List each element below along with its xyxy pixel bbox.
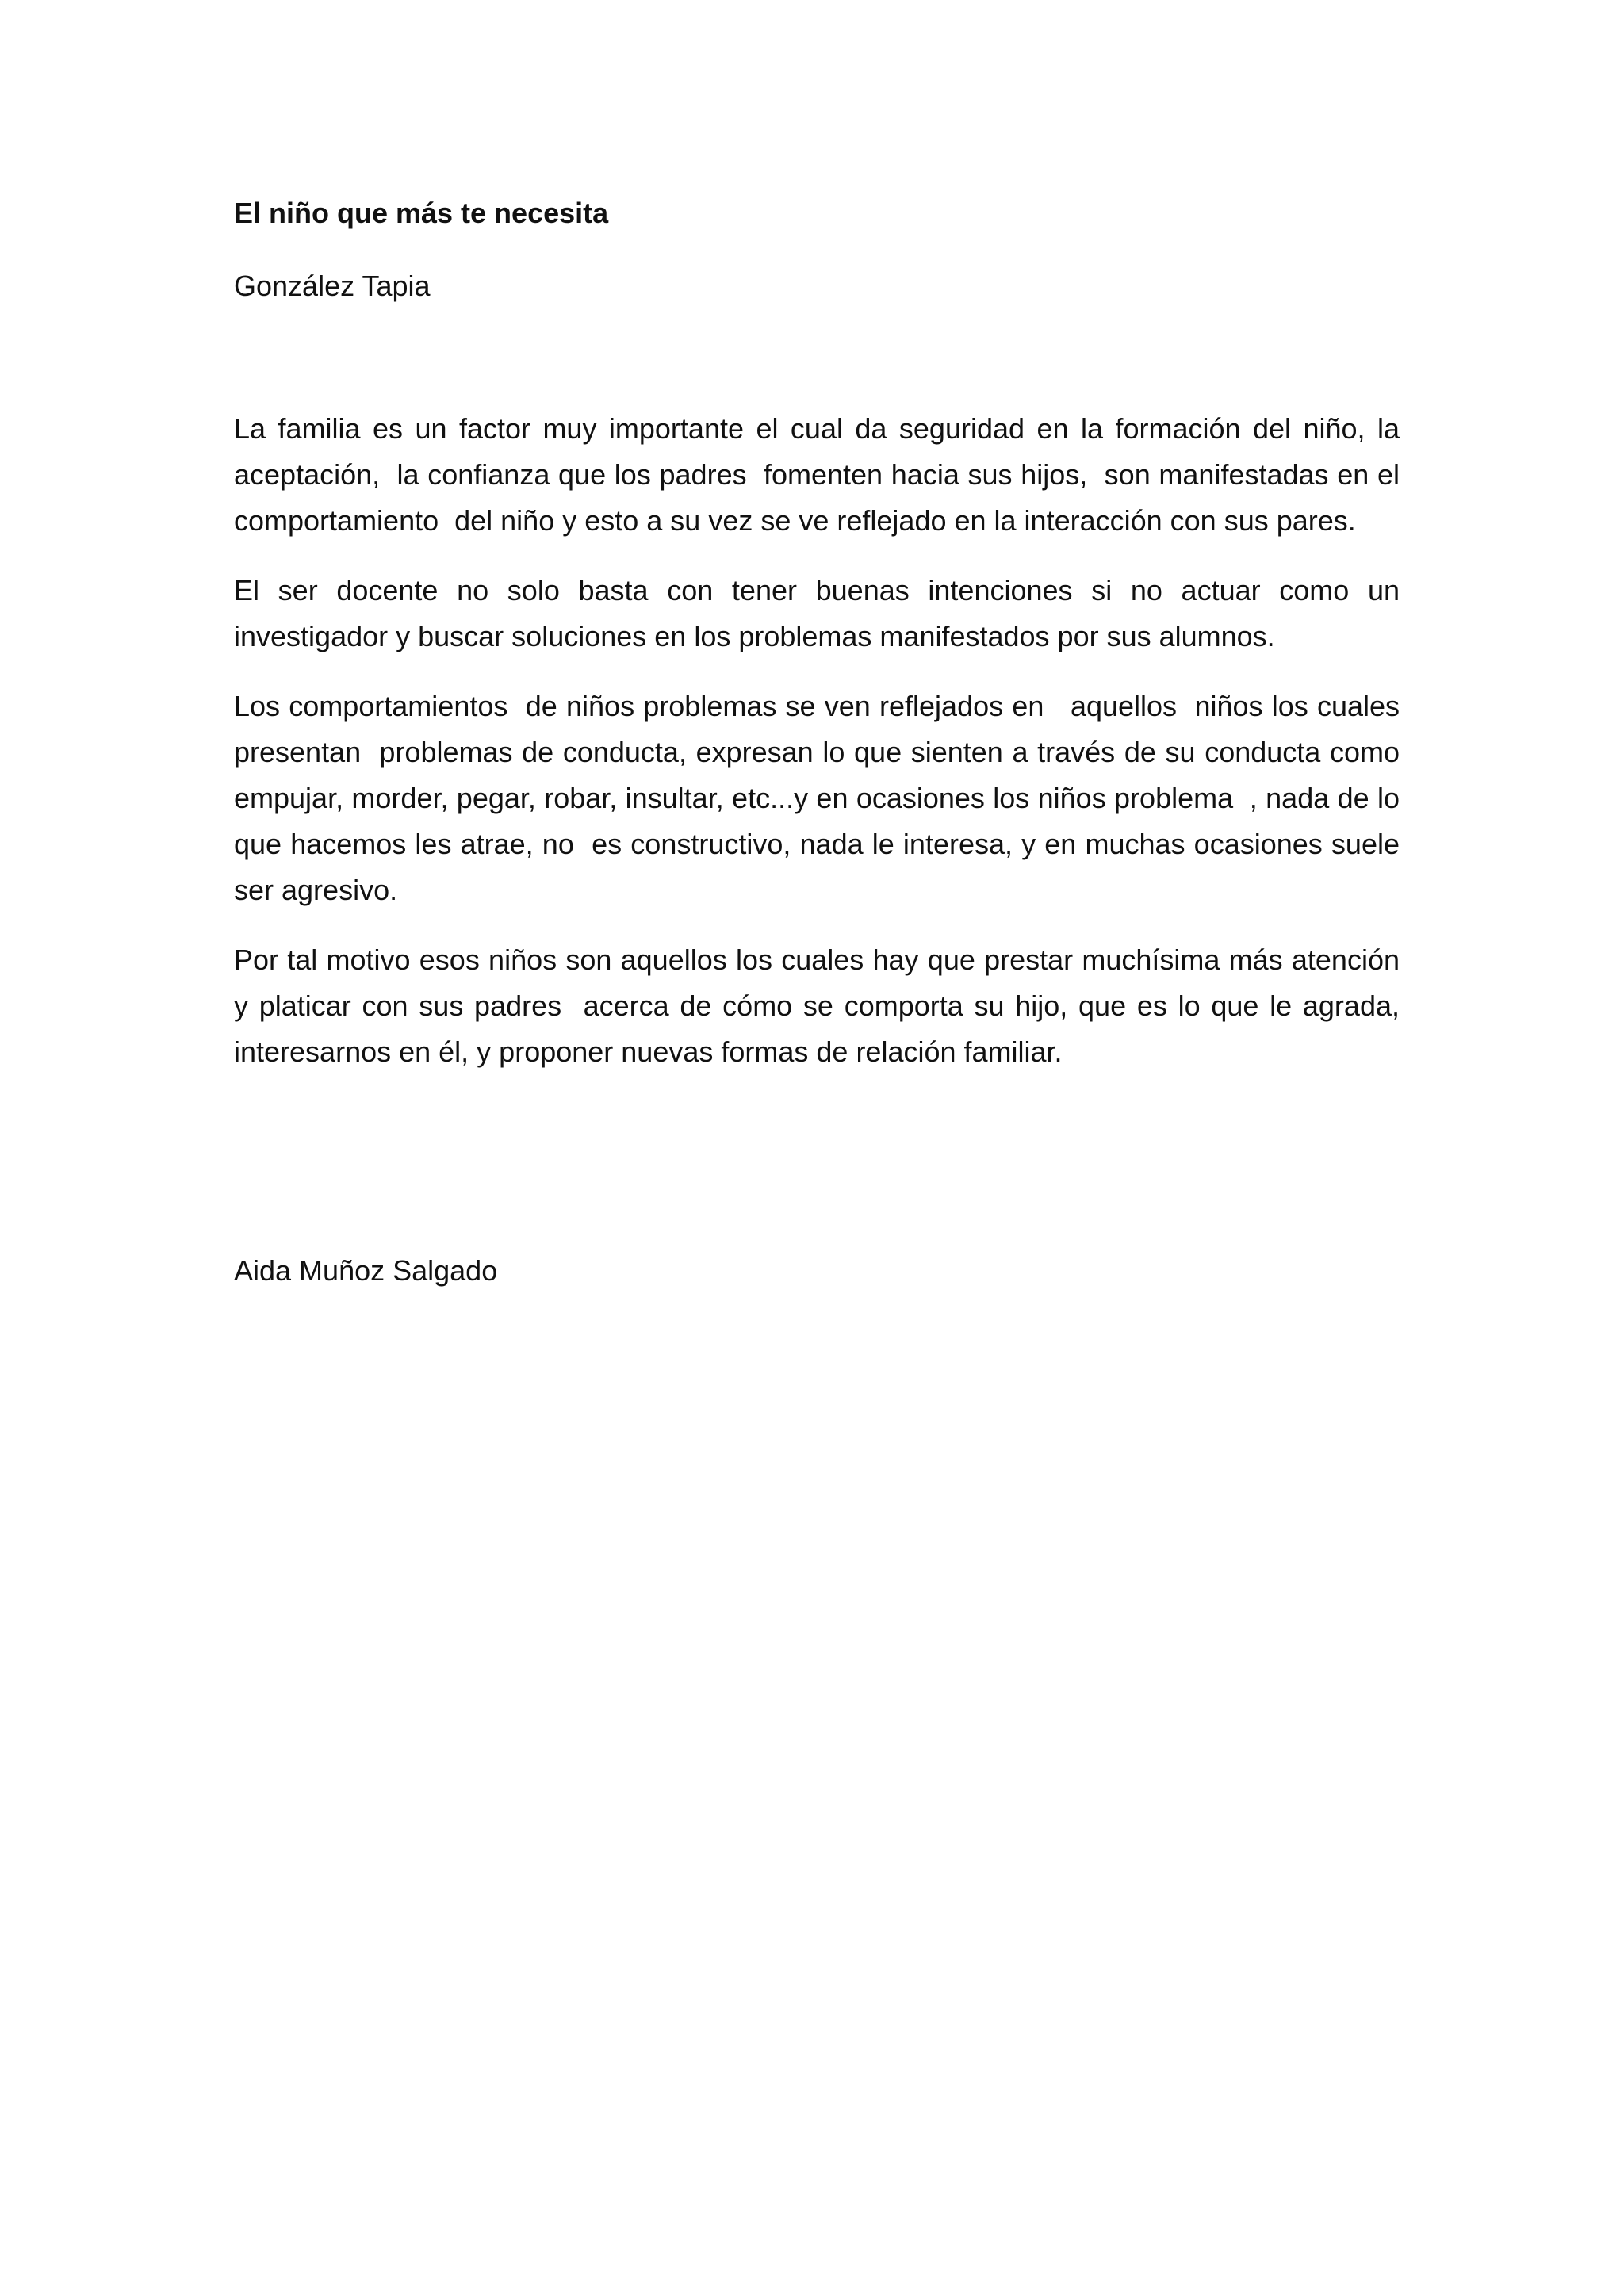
document-content	[234, 190, 1408, 1294]
document-title: El niño que más te necesita	[234, 197, 609, 229]
document-author: González Tapia	[234, 270, 431, 302]
document-body	[234, 406, 1408, 1075]
paragraph-1: La familia es un factor muy importante el cual da seguridad en la formación del niño, la aceptación, la confianza que los padres fomenten hacia sus hijos, son manifestadas en el comportamiento del niño y esto a su vez se ve reflejado en la interacción con sus pares.	[234, 412, 1408, 537]
paragraph-3: Los comportamientos de niños problemas se ven reflejados en aquellos niños los cuales presentan problemas de conducta, expresan lo que sienten a través de su conducta como empujar, morder, pegar, robar, insultar, etc...y en ocasiones los niños problema , nada de lo que hacemos les atrae, no es constructivo, nada le interesa, y en muchas ocasiones suele ser agresivo.	[234, 690, 1408, 906]
paragraph-2: El ser docente no solo basta con tener buenas intenciones si no actuar como un investigador y buscar soluciones en los problemas manifestados por sus alumnos.	[234, 574, 1408, 652]
document-signature: Aida Muñoz Salgado	[234, 1254, 498, 1287]
paragraph-4: Por tal motivo esos niños son aquellos los cuales hay que prestar muchísima más atención y platicar con sus padres acerca de cómo se comporta su hijo, que es lo que le agrada, interesarnos en él, y proponer nuevas formas de relación familiar.	[234, 943, 1408, 1068]
